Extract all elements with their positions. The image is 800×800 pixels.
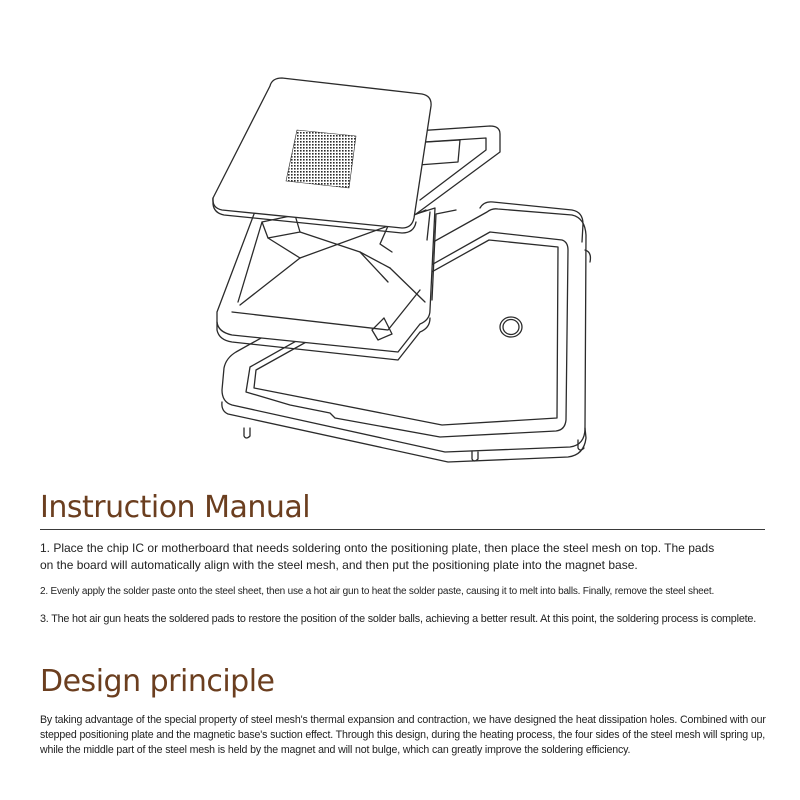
instruction-step-1: 1. Place the chip IC or motherboard that needs soldering onto the positioning plate, then place the steel mesh on top. The pads on the board will automatically align with the steel mesh, and then put the positioning plate into the magnet base. (40, 541, 715, 572)
design-principle-text: By taking advantage of the special property of steel mesh's thermal expansion and contraction, we have designed the heat dissipation holes. Combined with our stepped positioning plate and the magnetic base's suction effect. Through this design, during the heating process, the four sides of the steel mesh will spring up, while the middle part of the steel mesh is held by the magnet and will not bulge, which can greatly improve the soldering efficiency. (40, 714, 766, 756)
instruction-manual-title: Instruction Manual (40, 490, 311, 525)
steel-mesh (213, 78, 431, 233)
design-principle-title: Design principle (40, 664, 275, 699)
instruction-step-2: 2. Evenly apply the solder paste onto the steel sheet, then use a hot air gun to heat the solder paste, causing it to melt into balls. Finally, remove the steel sheet. (40, 586, 715, 597)
mesh-grid (286, 130, 356, 188)
instruction-step-3: 3. The hot air gun heats the soldered pads to restore the position of the solder balls, achieving a better result. At this point, the soldering process is complete. (40, 613, 757, 625)
title-divider (40, 529, 765, 530)
